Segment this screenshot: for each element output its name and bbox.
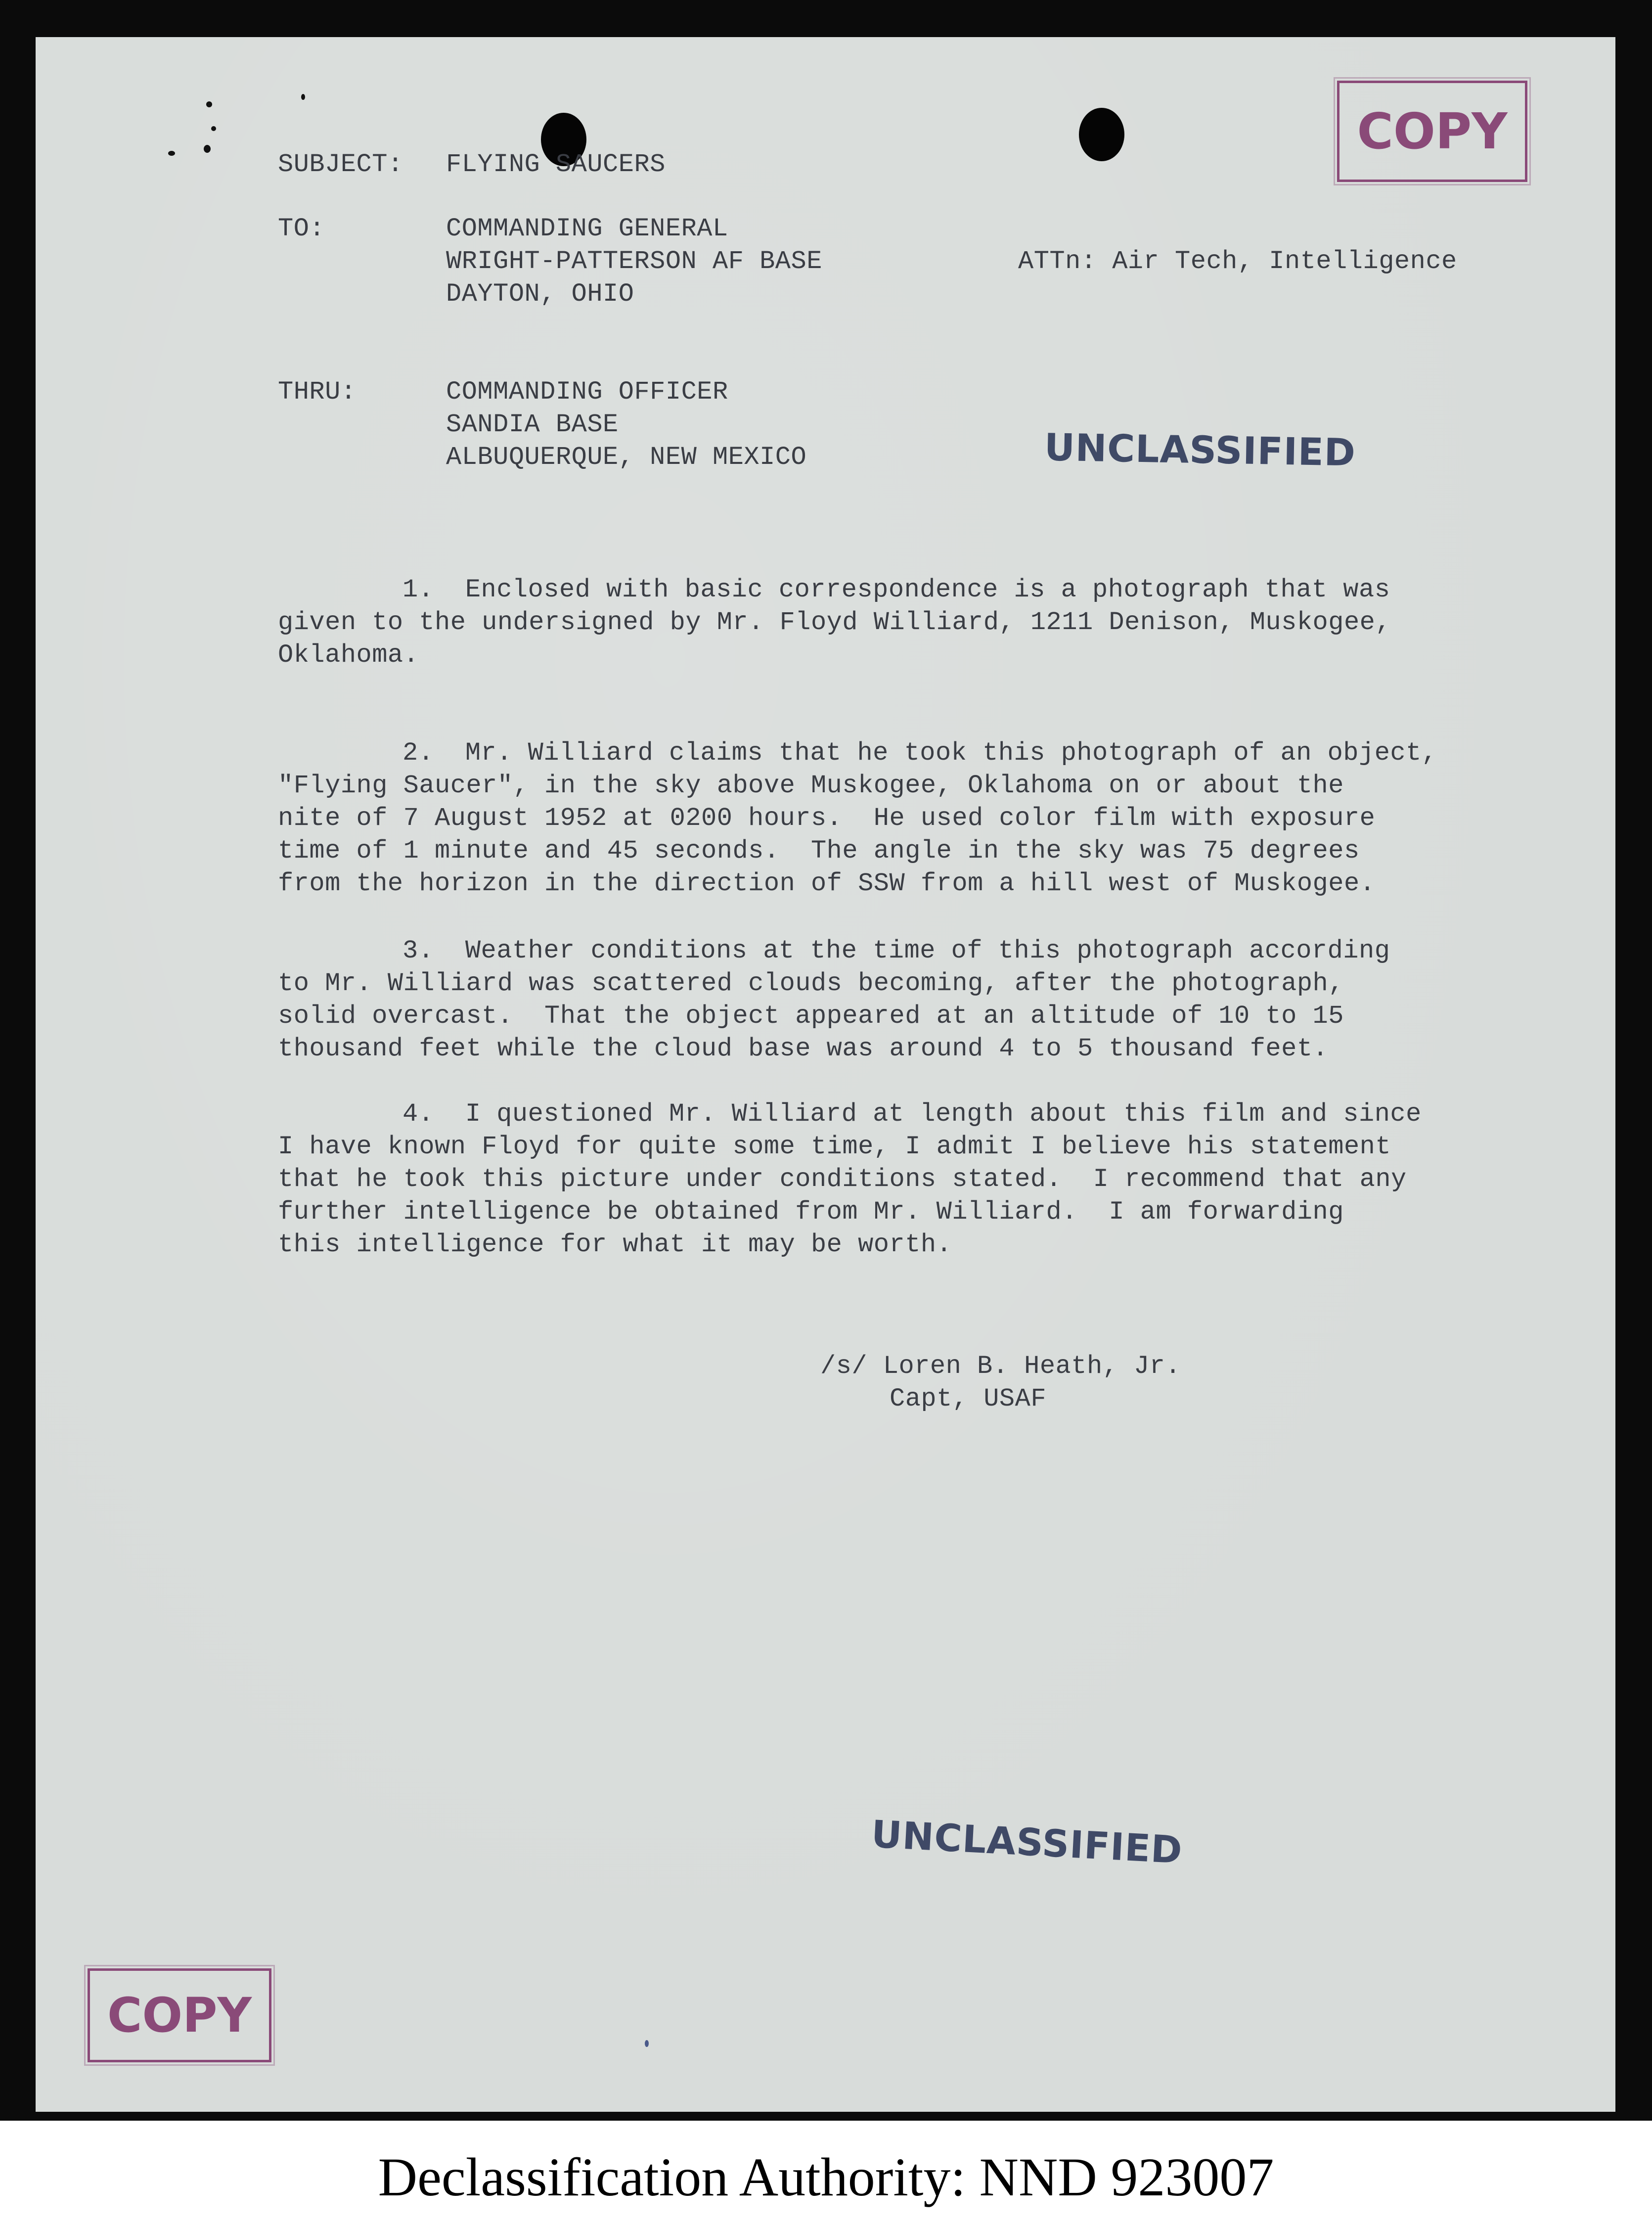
paragraph-line: solid overcast. That the object appeared at an altitude of 10 to 15 xyxy=(278,1001,1344,1031)
paper-speck xyxy=(204,145,211,153)
to-label: TO: xyxy=(278,214,325,243)
unclassified-stamp-top: UNCLASSIFIED xyxy=(1044,425,1356,475)
copy-stamp-bottom-text: COPY xyxy=(107,1988,252,2043)
paragraph-2 xyxy=(278,737,1515,900)
paragraph-line: thousand feet while the cloud base was around 4 to 5 thousand feet. xyxy=(278,1034,1329,1063)
thru-line: SANDIA BASE xyxy=(446,410,619,439)
signature-title: Capt, USAF xyxy=(890,1384,1047,1413)
paper-speck xyxy=(168,151,175,156)
unclassified-stamp-bottom: UNCLASSIFIED xyxy=(870,1812,1184,1872)
thru-label: THRU: xyxy=(278,377,357,407)
paper-speck xyxy=(211,126,216,131)
to-line: DAYTON, OHIO xyxy=(446,279,634,309)
paragraph-line: that he took this picture under conditions stated. I recommend that any xyxy=(278,1165,1407,1194)
paragraph-line: "Flying Saucer", in the sky above Muskogee, Oklahoma on or about the xyxy=(278,771,1344,800)
subject-label: SUBJECT: xyxy=(278,150,403,179)
paragraph-line: nite of 7 August 1952 at 0200 hours. He used color film with exposure xyxy=(278,804,1376,833)
punch-hole-right xyxy=(1079,108,1124,161)
copy-stamp-top xyxy=(1337,81,1527,182)
paper-speck xyxy=(206,101,212,107)
paper-speck xyxy=(301,94,305,100)
subject-value: FLYING SAUCERS xyxy=(446,150,666,179)
paragraph-line: 2. Mr. Williard claims that he took this photograph of an object, xyxy=(402,738,1437,768)
declassification-footer: Declassification Authority: NND 923007 xyxy=(378,2147,1274,2207)
to-line: WRIGHT-PATTERSON AF BASE xyxy=(446,247,822,276)
paragraph-line: I have known Floyd for quite some time, I admit I believe his statement xyxy=(278,1132,1391,1161)
attn-line: ATTn: Air Tech, Intelligence xyxy=(1018,247,1457,276)
paragraph-3 xyxy=(278,935,1515,1065)
paper-speck xyxy=(645,2040,649,2047)
paragraph-1 xyxy=(278,574,1515,672)
paragraph-4 xyxy=(278,1098,1515,1261)
paragraph-line: 3. Weather conditions at the time of this photograph according xyxy=(402,936,1390,965)
document-page xyxy=(36,37,1615,2112)
paragraph-line: this intelligence for what it may be worth. xyxy=(278,1230,952,1259)
thru-line: COMMANDING OFFICER xyxy=(446,377,728,407)
paragraph-line: 1. Enclosed with basic correspondence is a photograph that was xyxy=(402,575,1390,604)
copy-stamp-top-text: COPY xyxy=(1357,102,1508,160)
signature-name: /s/ Loren B. Heath, Jr. xyxy=(820,1352,1181,1381)
paragraph-line: from the horizon in the direction of SSW from a hill west of Muskogee. xyxy=(278,869,1376,898)
paragraph-line: given to the undersigned by Mr. Floyd Williard, 1211 Denison, Muskogee, xyxy=(278,608,1391,637)
paragraph-line: to Mr. Williard was scattered clouds becoming, after the photograph, xyxy=(278,969,1344,998)
paragraph-line: 4. I questioned Mr. Williard at length about this film and since xyxy=(402,1099,1422,1129)
paragraph-line: time of 1 minute and 45 seconds. The angle in the sky was 75 degrees xyxy=(278,836,1360,865)
to-line: COMMANDING GENERAL xyxy=(446,214,728,243)
paragraph-line: further intelligence be obtained from Mr. Williard. I am forwarding xyxy=(278,1197,1344,1227)
copy-stamp-bottom xyxy=(88,1968,271,2062)
thru-line: ALBUQUERQUE, NEW MEXICO xyxy=(446,443,807,472)
paragraph-line: Oklahoma. xyxy=(278,640,419,670)
